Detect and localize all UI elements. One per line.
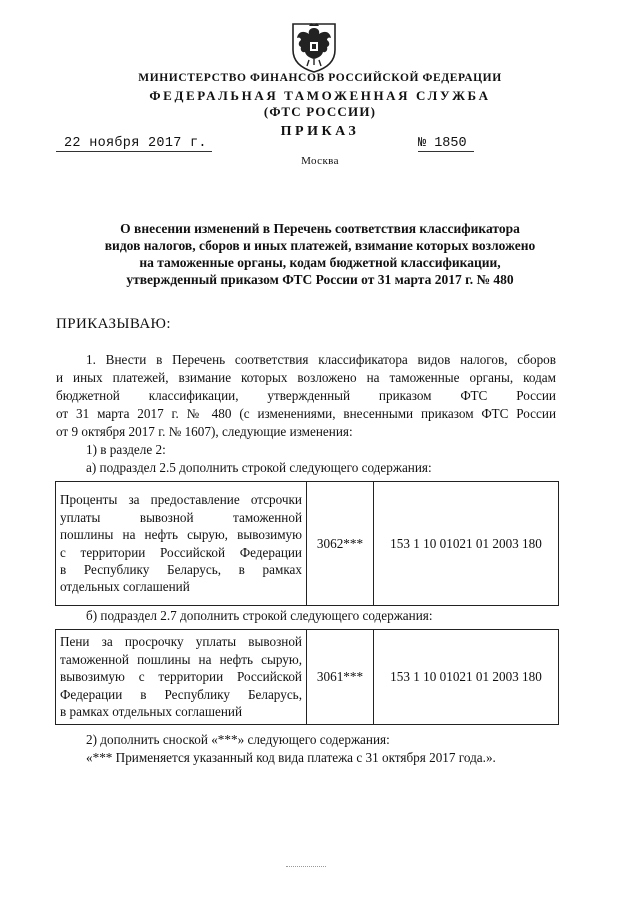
table-row-b bbox=[55, 629, 559, 725]
scan-mark bbox=[286, 866, 326, 867]
title-line: видов налогов, сборов и иных платежей, взимание которых возложено bbox=[104, 238, 536, 253]
order-directive: ПРИКАЗЫВАЮ: bbox=[56, 316, 171, 332]
document-title bbox=[60, 220, 580, 288]
table-cell-code: 3061*** bbox=[307, 630, 374, 725]
city: Москва bbox=[301, 155, 339, 167]
paragraph-line: бюджетной классификации, утвержденный приказом ФТС России bbox=[56, 388, 556, 403]
order-number: № 1850 bbox=[418, 136, 474, 152]
subitem-1: 1) в разделе 2: bbox=[86, 442, 166, 457]
table-cell-description: Пени за просрочку уплаты вывозной таможенной пошлины на нефть сырую, вывозимую с территории Российской Федерации в Республику Беларусь, в рамках отдельных соглашений bbox=[56, 630, 307, 725]
paragraph-line: от 9 октября 2017 г. № 1607), следующие изменения: bbox=[56, 424, 353, 439]
subitem-2: 2) дополнить сноской «***» следующего содержания: bbox=[86, 732, 390, 747]
title-line: О внесении изменений в Перечень соответствия классификатора bbox=[120, 221, 520, 236]
footnote-text: «*** Применяется указанный код вида платежа с 31 октября 2017 года.». bbox=[86, 750, 496, 765]
ministry-name: МИНИСТЕРСТВО ФИНАНСОВ РОССИЙСКОЙ ФЕДЕРАЦИИ bbox=[138, 72, 502, 84]
table-cell-code: 3062*** bbox=[307, 482, 374, 606]
paragraph-line: от 31 марта 2017 г. № 480 (с изменениями, внесенными приказом ФТС России bbox=[56, 406, 556, 421]
state-emblem-icon bbox=[289, 16, 339, 74]
subitem-a: а) подраздел 2.5 дополнить строкой следующего содержания: bbox=[86, 460, 432, 475]
subitem-b: б) подраздел 2.7 дополнить строкой следующего содержания: bbox=[86, 608, 433, 623]
service-short-name: (ФТС РОССИИ) bbox=[263, 104, 377, 119]
service-name: ФЕДЕРАЛЬНАЯ ТАМОЖЕННАЯ СЛУЖБА bbox=[149, 88, 491, 103]
order-date: 22 ноября 2017 г. bbox=[56, 136, 212, 152]
document-type: ПРИКАЗ bbox=[280, 124, 360, 139]
table-cell-description: Проценты за предоставление отсрочки уплаты вывозной таможенной пошлины на нефть сырую, вывозимую с территории Российской Федерации в Республику Беларусь, в рамках отдельных соглашений bbox=[56, 482, 307, 606]
title-line: на таможенные органы, кодам бюджетной классификации, bbox=[139, 255, 501, 270]
table-cell-kbk: 153 1 10 01021 01 2003 180 bbox=[374, 630, 559, 725]
table-row-a bbox=[55, 481, 559, 606]
paragraph-line: 1. Внести в Перечень соответствия классификатора видов налогов, сборов bbox=[86, 352, 556, 367]
paragraph-line: и иных платежей, взимание которых возложено на таможенные органы, кодам bbox=[56, 370, 556, 385]
table-cell-kbk: 153 1 10 01021 01 2003 180 bbox=[374, 482, 559, 606]
title-line: утвержденный приказом ФТС России от 31 марта 2017 г. № 480 bbox=[126, 272, 514, 287]
